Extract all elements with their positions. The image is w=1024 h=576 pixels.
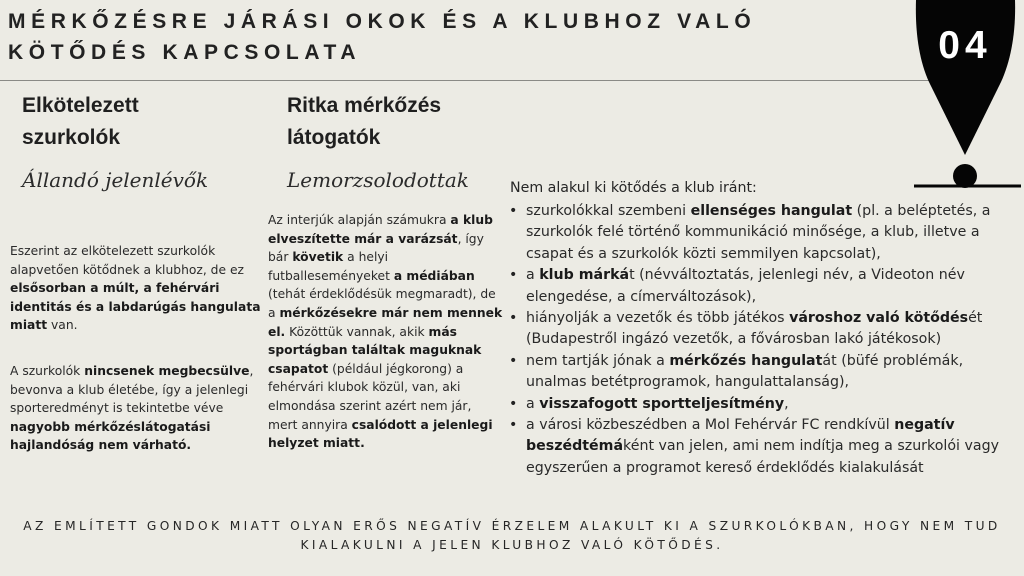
text-run: , bevonva a klub életébe, így a jelenlegi sporteredményt is tekintetbe véve (10, 364, 254, 416)
text-run: nem tartják jónak a (526, 352, 670, 369)
emphasis-text: városhoz való kötődés (789, 310, 969, 327)
middle-heading: Ritka mérkőzés látogatók (287, 94, 442, 149)
emphasis-text: mérkőzésekre már nem mennek el. (268, 305, 503, 339)
reasons-list (509, 201, 1013, 479)
map-pin-icon (913, 0, 1021, 196)
text-run: (tehát érdeklődésük megmaradt), de a (268, 287, 496, 320)
list-item (509, 201, 1013, 265)
emphasis-text: negatív beszédtémá (526, 417, 955, 455)
text-run: hiányolják a vezetők és több játékos (526, 310, 790, 327)
text-run: (pl. a beléptetés, a szurkolók felé történő kommunikáció minősége, a klub, illetve a csapat és a szurkolók közti semmilyen kapcsolat), (526, 203, 991, 262)
left-subheading: Állandó jelenlévők (22, 168, 209, 192)
emphasis-text: más sportágban találtak maguknak csapatot (268, 324, 482, 376)
text-run: a helyi futballeseményeket (268, 250, 394, 283)
list-item (509, 351, 1013, 394)
list-item (509, 308, 1013, 351)
text-run: A szurkolók (10, 364, 85, 378)
left-paragraph-2 (10, 362, 264, 455)
text-run: szurkolókkal szembeni (526, 203, 691, 219)
emphasis-text: nagyobb mérkőzéslátogatási hajlandóság nem várható. (10, 419, 211, 453)
footer-conclusion: AZ EMLÍTETT GONDOK MIATT OLYAN ERŐS NEGATÍV ÉRZELEM ALAKULT KI A SZURKOLÓKBAN, HOGY NEM TUD KIALAKULNI A JELEN KLUBHOZ VALÓ KÖTŐDÉS. (23, 519, 1001, 552)
text-run: (például jégkorong) a fehérvári klubok közül, van, aki elmondása szerint azért nem jár, mert annyira (268, 361, 472, 432)
title-divider (0, 80, 962, 81)
list-item (509, 394, 1013, 415)
emphasis-text: követik (292, 250, 344, 265)
text-run: , (784, 395, 789, 412)
text-run: ként van jelen, ami nem indítja meg a szurkolói vagy egyszerűen a programot kereső érdeklődés kialakulását (526, 438, 999, 476)
text-run: van. (47, 318, 78, 333)
list-item (509, 265, 1013, 308)
middle-paragraph (268, 211, 504, 453)
slide-number: 04 (938, 24, 992, 67)
text-run: át (büfé problémák, unalmas betétprogramok, hangulattalanság), (526, 352, 964, 391)
emphasis-text: nincsenek megbecsülve (84, 364, 250, 378)
emphasis-text: a klub elveszítette már a varázsát (268, 213, 493, 246)
emphasis-text: ellenséges hangulat (690, 203, 853, 219)
right-intro: Nem alakul ki kötődés a klub iránt: (510, 180, 757, 196)
page-title: MÉRKŐZÉSRE JÁRÁSI OKOK ÉS A KLUBHOZ VALÓ KÖTŐDÉS KAPCSOLATA (8, 10, 757, 64)
emphasis-text: visszafogott sportteljesítmény (539, 395, 785, 412)
text-run: a (526, 267, 540, 284)
emphasis-text: elsősorban a múlt, a fehérvári identitás és a labdarúgás hangulata miatt (10, 281, 261, 333)
text-run: Közöttük vannak, akik (285, 324, 429, 339)
text-run: , így bár (268, 231, 484, 265)
emphasis-text: csalódott a jelenlegi helyzet miatt. (268, 417, 493, 451)
emphasis-text: a médiában (393, 268, 475, 283)
text-run: t (névváltoztatás, jelenlegi név, a Videoton név elengedése, a címerváltozások), (526, 267, 965, 305)
text-run: Eszerint az elkötelezett szurkolók alapvetően kötődnek a klubhoz, de ez (10, 244, 244, 277)
text-run: a (526, 395, 540, 412)
text-run: a városi közbeszédben a Mol Fehérvár FC rendkívül (526, 417, 895, 434)
list-item (509, 415, 1013, 479)
emphasis-text: mérkőzés hangulat (669, 352, 823, 369)
emphasis-text: klub márká (539, 267, 630, 284)
text-run: ét (Budapestről ingázó vezetők, a fővárosban lakó játékosok) (526, 310, 983, 348)
left-heading: Elkötelezett szurkolók (22, 94, 139, 149)
middle-subheading: Lemorzsolodottak (287, 168, 469, 192)
left-paragraph-1 (10, 242, 264, 335)
text-run: Az interjúk alapján számukra (268, 213, 451, 227)
